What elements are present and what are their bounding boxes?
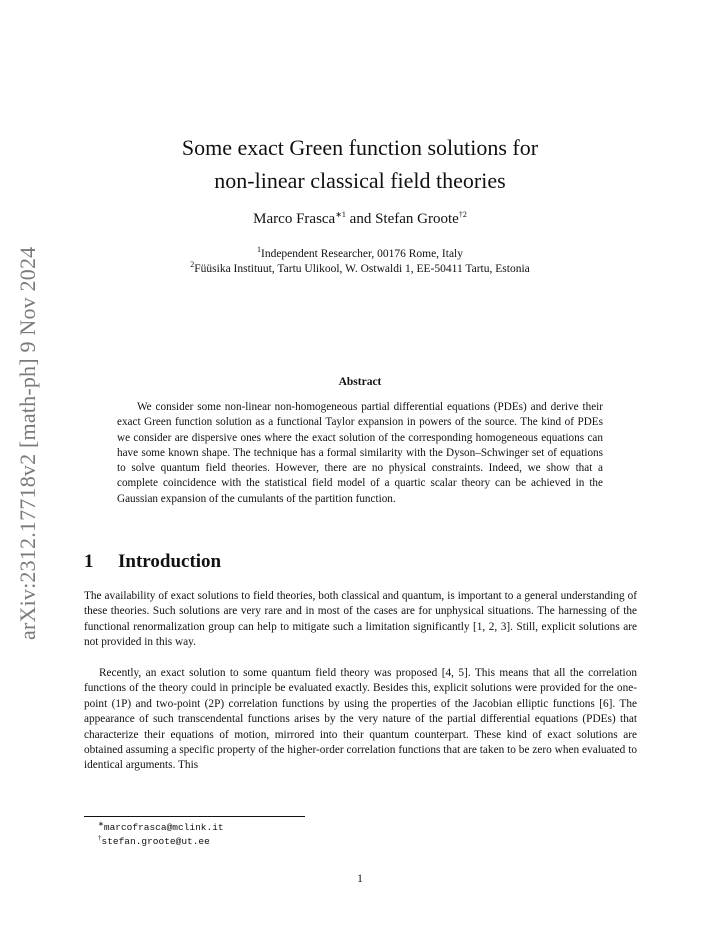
footnote-divider: [84, 816, 305, 817]
section-heading: [84, 551, 221, 573]
paper-title: [0, 131, 720, 197]
abstract-heading: Abstract: [338, 376, 382, 388]
title-line-1: Some exact Green function solutions for: [181, 135, 539, 160]
section-number: 1: [84, 551, 94, 572]
author-name: Marco Frasca: [253, 211, 336, 227]
footnote-email: marcofrasca@mclink.it: [103, 822, 224, 833]
page-number: 1: [357, 873, 363, 885]
affiliation-text: Independent Researcher, 00176 Rome, Italy: [261, 248, 463, 260]
footnote: [98, 819, 224, 833]
body-paragraph: Recently, an exact solution to some quantum field theory was proposed [4, 5]. This means that all the correlation functions of the theory could in principle be evaluated exactly. Besides this, explicit solutions were provided for the one-point (1P) and two-point (2P) correlation functions by using the properties of the Jacobian elliptic functions [6]. The appearance of such transcendental functions arises by the very nature of the partial differential equations (PDEs) that characterize their equations of motion, mirrored into their quantum counterpart. These kind of exact solutions are obtained assuming a specific property of the higher-order correlation functions that are taken to be zero when evaluated to identical arguments. This: [84, 667, 637, 772]
arxiv-identifier-stamp: arXiv:2312.17718v2 [math-ph] 9 Nov 2024: [15, 246, 40, 640]
affiliation-mark: 2: [190, 260, 195, 270]
footnote: [98, 833, 210, 847]
abstract-text: We consider some non-linear non-homogeneous partial differential equations (PDEs) and derive their exact Green function solution as a functional Taylor expansion in powers of the source. The kind of PDEs we consider are dispersive ones where the exact solution of the corresponding homogeneous equations can have some known shape. The technique has a formal similarity with the Dyson–Schwinger set of equations to solve quantum field theories. However, there are no physical constraints. Indeed, we show that a complete coincidence with the statistical field model of a quartic scalar theory can be achieved in the Gaussian expansion of the cumulants of the partition function.: [117, 401, 603, 505]
author-conjunction: and: [345, 211, 376, 227]
footnote-mark: ∗: [98, 819, 104, 828]
affiliation-mark: 1: [257, 245, 261, 255]
body-paragraph: The availability of exact solutions to field theories, both classical and quantum, is important to a general understanding of these theories. Such solutions are very rare and in most of the cases are for unphysical situations. The harnessing of the functional renormalization group can help to mitigate such a limitation significantly [1, 2, 3]. Still, explicit solutions are not provided in this way.: [84, 590, 637, 649]
footnote-email: stefan.groote@ut.ee: [101, 836, 210, 847]
affiliation: [0, 245, 720, 260]
author-list: [0, 211, 720, 228]
author-name: Stefan Groote: [375, 211, 459, 227]
section-title: Introduction: [118, 551, 222, 572]
author-mark: †2: [458, 210, 467, 219]
affiliation: [0, 260, 720, 275]
affiliation-text: Füüsika Instituut, Tartu Ulikool, W. Ostwaldi 1, EE-50411 Tartu, Estonia: [194, 263, 530, 275]
footnote-mark: †: [98, 833, 102, 842]
title-line-2: non-linear classical field theories: [214, 168, 506, 193]
author-mark: ∗1: [335, 210, 346, 219]
